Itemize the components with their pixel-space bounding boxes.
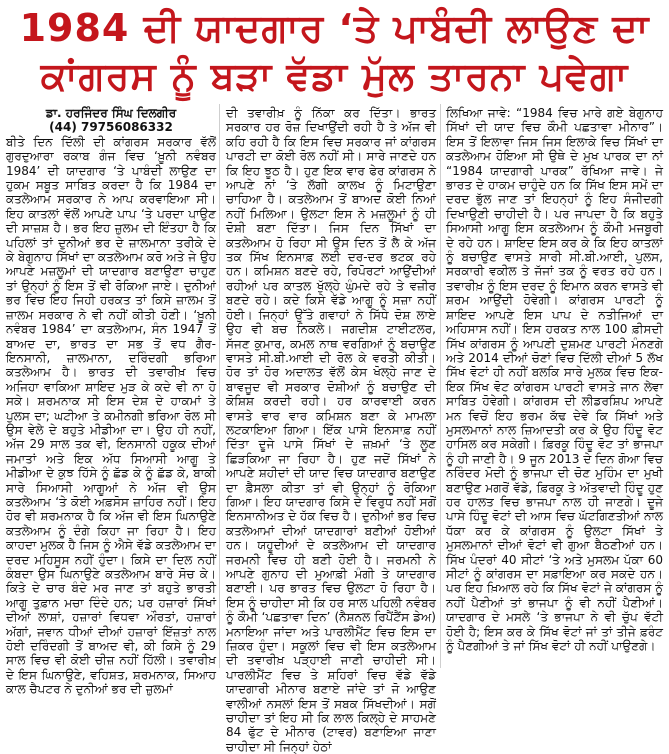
column-divider	[440, 104, 441, 668]
column-1-text: ਬੀਤੇ ਦਿਨ ਦਿੱਲੀ ਦੀ ਕਾਂਗਰਸ ਸਰਕਾਰ ਵੱਲੋਂ ਗੁਰਦੁਆਰਾ ਰਕਾਬ ਗੰਜ ਵਿਚ ‘ਖ਼ੂਨੀ ਨਵੰਬਰ 1984’ ਦੀ ਯਾਦਗਾਰ ‘ਤੇ ਪਾਬੰਦੀ ਲਾਉਣ ਦਾ ਹੁਕਮ ਸਬੂਤ ਸਾਬਿਤ ਕਰਦਾ ਹੈ ਕਿ 1984 ਦਾ ਕਤਲੇਆਮ ਸਰਕਾਰ ਨੇ ਆਪ ਕਰਵਾਇਆ ਸੀ। ਇਹ ਕਾਤਲਾਂ ਵੱਲੋਂ ਆਪਣੇ ਪਾਪ ‘ਤੇ ਪਰਦਾ ਪਾਉਣ ਦੀ ਸਾਜ਼ਸ਼ ਹੈ। ਭਰ ਇਹ ਜ਼ੁਲਮ ਦੀ ਇੰਤਹਾ ਹੈ ਕਿ ਪਹਿਲਾਂ ਤਾਂ ਦੁਨੀਆਂ ਭਰ ਦੇ ਜ਼ਾਲਮਾਨਾ ਤਰੀਕੇ ਦੇ ਕੇ ਬੇਗੁਨਾਹ ਸਿੱਖਾਂ ਦਾ ਕਤਲੇਆਮ ਕਰੋ ਅਤੇ ਜੇ ਉਹ ਆਪਣੇ ਮਜ਼ਲੂਮਾਂ ਦੀ ਯਾਦਗਾਰ ਬਣਾਉਣਾ ਚਾਹੁਣ ਤਾਂ ਉਨ੍ਹਾਂ ਨੂੰ ਇਸ ਤੋਂ ਵੀ ਰੋਕਿਆ ਜਾਏ। ਦੁਨੀਆਂ ਭਰ ਵਿਚ ਇਹ ਜਿਹੀ ਹਰਕਤ ਤਾਂ ਕਿਸੇ ਜ਼ਾਲਮ ਤੋਂ ਜ਼ਾਲਮ ਸਰਕਾਰ ਨੇ ਵੀ ਨਹੀਂ ਕੀਤੀ ਹੋਣੀ। ‘ਖ਼ੂਨੀ ਨਵੰਬਰ 1984’ ਦਾ ਕਤਲੇਆਮ, ਸੰਨ 1947 ਤੋਂ ਬਾਅਦ ਦਾ, ਭਾਰਤ ਦਾ ਸਭ ਤੋਂ ਵਧ ਗੈਰ-ਇਨਸਾਨੀ, ਜ਼ਾਲਮਾਨਾ, ਦਰਿੰਦਗੀ ਭਰਿਆ ਕਤਲੇਆਮ ਹੈ। ਭਾਰਤ ਦੀ ਤਵਾਰੀਖ਼ ਵਿਚ ਅਜਿਹਾ ਵਾਕਿਆ ਸ਼ਾਇਦ ਮੁੜ ਕੇ ਕਦੇ ਵੀ ਨਾ ਹੋ ਸਕੇ। ਸ਼ਰਮਨਾਕ ਸੀ ਇਸ ਦੇਸ਼ ਦੇ ਹਾਕਮਾਂ ਤੇ ਪੁਲਸ ਦਾ; ਘਟੀਆ ਤੇ ਕਮੀਨਗੀ ਭਰਿਆ ਰੋਲ ਸੀ ਉਸ ਵੇਲੇ ਦੇ ਬਹੁਤੇ ਮੀਡੀਆ ਦਾ। ਉਹ ਹੀ ਨਹੀਂ, ਅੱਜ 29 ਸਾਲ ਤਕ ਵੀ, ਇਨਸਾਨੀ ਹਕੂਕ ਦੀਆਂ ਜਮਾਤਾਂ ਅਤੇ ਇਕ ਅੱਧ ਸਿਆਸੀ ਆਗੂ ਤੇ ਮੀਡੀਆ ਦੇ ਕੁਝ ਹਿੱਸੇ ਨੂੰ ਛੱਡ ਕੇ ਨੂੰ ਛੱਡ ਕੇ, ਬਾਕੀ ਸਾਰੇ ਸਿਆਸੀ ਆਗੂਆਂ ਨੇ ਅੱਜ ਵੀ ਉਸ ਕਤਲੇਆਮ ‘ਤੇ ਕੋਈ ਅਫ਼ਸੋਸ ਜ਼ਾਹਿਰ ਨਹੀਂ। ਇਹ ਹੋਰ ਵੀ ਸ਼ਰਮਨਾਕ ਹੈ ਕਿ ਅੱਜ ਵੀ ਇਸ ਘਿਨਾਉਣੇ ਕਤਲੇਆਮ ਨੂੰ ਦੰਗੇ ਕਿਹਾ ਜਾ ਰਿਹਾ ਹੈ। ਇਹ ਕਾਹਦਾ ਮੁਲਕ ਹੈ ਜਿਸ ਨੂੰ ਐਸੇ ਵੱਡੇ ਕਤਲੇਆਮ ਦਾ ਦਰਦ ਮਹਿਸੂਸ ਨਹੀਂ ਹੁੰਦਾ। ਕਿਸੇ ਦਾ ਦਿਲ ਨਹੀਂ ਕੰਬਦਾ ਉਸ ਘਿਨਾਉਣੇ ਕਤਲੇਆਮ ਬਾਰੇ ਸੋਚ ਕੇ। ਕਿਤੇ ਦੇ ਚਾਰ ਬੰਦੇ ਮਰ ਜਾਣ ਤਾਂ ਬਹੁਤੇ ਭਾਰਤੀ ਆਗੂ ਤੁਫ਼ਾਨ ਮਚਾ ਦਿੰਦੇ ਹਨ; ਪਰ ਹਜ਼ਾਰਾਂ ਸਿੱਖਾਂ ਦੀਆਂ ਲਾਸ਼ਾਂ, ਹਜ਼ਾਰਾਂ ਵਿਧਵਾ ਔਰਤਾਂ, ਹਜ਼ਾਰਾਂ ਅੱਗਾਂ, ਜਵਾਨ ਧੀਆਂ ਦੀਆਂ ਹਜ਼ਾਰਾਂ ਇੱਜ਼ਤਾਂ ਨਾਲ ਹੋਈ ਦਰਿੰਦਗੀ ਤੋਂ ਬਾਅਦ ਵੀ, ਕੀ ਕਿਸੇ ਨੂੰ 29 ਸਾਲ ਵਿਚ ਵੀ ਕੋਈ ਚੀਜ਼ ਨਹੀਂ ਹਿੱਲੀ। ਤਵਾਰੀਖ਼ ਦੇ ਇਸ ਘਿਨਾਉਣੇ, ਵਹਿਸ਼ਤ, ਸ਼ਰਮਨਾਕ, ਸਿਆਹ ਕਾਲ ਚੈਪਟਰ ਨੇ ਦੁਨੀਆਂ ਭਰ ਦੀ ਜ਼ੁਲਮਾਂ	[6, 134, 216, 697]
author-name: ਡਾ. ਹਰਜਿੰਦਰ ਸਿੰਘ ਦਿਲਗੀਰ	[45, 106, 177, 120]
article-column-1	[6, 106, 216, 697]
column-2-text: ਦੀ ਤਵਾਰੀਖ਼ ਨੂੰ ਨਿੱਕਾ ਕਰ ਦਿੱਤਾ। ਭਾਰਤ ਸਰਕਾਰ ਹਰ ਰੋਜ਼ ਦਿਖਾਉਂਦੀ ਰਹੀ ਹੈ ਤੇ ਅੱਜ ਵੀ ਕਹਿ ਰਹੀ ਹੈ ਕਿ ਇਸ ਵਿਚ ਸਰਕਾਰ ਜਾਂ ਕਾਂਗਰਸ ਪਾਰਟੀ ਦਾ ਕੋਈ ਰੋਲ ਨਹੀਂ ਸੀ। ਸਾਰੇ ਜਾਣਦੇ ਹਨ ਕਿ ਇਹ ਝੂਠ ਹੈ। ਹੁਣ ਇਕ ਵਾਰ ਫੇਰ ਕਾਂਗਰਸ ਨੇ ਆਪਣੇ ਨਾਂ ‘ਤੇ ਲੱਗੀ ਕਾਲਖ ਨੂੰ ਮਿਟਾਉਣਾ ਚਾਹਿਆ ਹੈ। ਕਤਲੇਆਮ ਤੋਂ ਬਾਅਦ ਕੋਈ ਨਿਆਂ ਨਹੀਂ ਮਿਲਿਆ। ਉਲਟਾ ਇਸ ਨੇ ਮਜ਼ਲੂਮਾਂ ਨੂੰ ਹੀ ਦੋਸ਼ੀ ਬਣਾ ਦਿੱਤਾ। ਜਿਸ ਦਿਨ ਸਿੱਖਾਂ ਦਾ ਕਤਲੇਆਮ ਹੋ ਰਿਹਾ ਸੀ ਉਸ ਦਿਨ ਤੋਂ ਲੈ ਕੇ ਅੱਜ ਤਕ ਸਿੱਖ ਇਨਸਾਫ਼ ਲਈ ਦਰ-ਦਰ ਭਟਕ ਰਹੇ ਹਨ। ਕਮਿਸ਼ਨ ਬਣਦੇ ਰਹੇ, ਰਿਪੋਰਟਾਂ ਆਉਂਦੀਆਂ ਰਹੀਆਂ ਪਰ ਕਾਤਲ ਖੁੱਲ੍ਹੇ ਘੁੰਮਦੇ ਰਹੇ ਤੇ ਵਜ਼ੀਰ ਬਣਦੇ ਰਹੇ। ਕਦੇ ਕਿਸੇ ਵੱਡੇ ਆਗੂ ਨੂੰ ਸਜ਼ਾ ਨਹੀਂ ਹੋਈ। ਜਿਨ੍ਹਾਂ ਉੱਤੇ ਗਵਾਹਾਂ ਨੇ ਸਿੱਧੇ ਦੋਸ਼ ਲਾਏ ਉਹ ਵੀ ਬਚ ਨਿਕਲੇ। ਜਗਦੀਸ਼ ਟਾਈਟਲਰ, ਸੱਜਣ ਕੁਮਾਰ, ਕਮਲ ਨਾਥ ਵਰਗਿਆਂ ਨੂੰ ਬਚਾਉਣ ਵਾਸਤੇ ਸੀ.ਬੀ.ਆਈ ਦੀ ਰੋਲ ਕੇ ਵਰਤੀ ਕੀਤੀ। ਹੋਰ ਤਾਂ ਹੋਰ ਅਦਾਲਤ ਵੱਲੋਂ ਕੇਸ ਖੋਲ੍ਹੇ ਜਾਣ ਦੇ ਬਾਵਜੂਦ ਵੀ ਸਰਕਾਰ ਦੋਸ਼ੀਆਂ ਨੂੰ ਬਚਾਉਣ ਦੀ ਕੋਸ਼ਿਸ਼ ਕਰਦੀ ਰਹੀ। ਹਰ ਕਾਰਵਾਈ ਕਰਨ ਵਾਸਤੇ ਵਾਰ ਵਾਰ ਕਮਿਸ਼ਨ ਬਣਾ ਕੇ ਮਾਮਲਾ ਲਟਕਾਇਆ ਗਿਆ। ਇੱਕ ਪਾਸੇ ਇਨਸਾਫ਼ ਨਹੀਂ ਦਿੱਤਾ ਦੂਜੇ ਪਾਸੇ ਸਿੱਖਾਂ ਦੇ ਜ਼ਖ਼ਮਾਂ ‘ਤੇ ਲੂਣ ਛਿੜਕਿਆ ਜਾ ਰਿਹਾ ਹੈ। ਹੁਣ ਜਦੋਂ ਸਿੱਖਾਂ ਨੇ ਆਪਣੇ ਸ਼ਹੀਦਾਂ ਦੀ ਯਾਦ ਵਿਚ ਯਾਦਗਾਰ ਬਣਾਉਣ ਦਾ ਫ਼ੈਸਲਾ ਕੀਤਾ ਤਾਂ ਵੀ ਉਨ੍ਹਾਂ ਨੂੰ ਰੋਕਿਆ ਗਿਆ। ਇਹ ਯਾਦਗਾਰ ਕਿਸੇ ਦੇ ਵਿਰੁਧ ਨਹੀਂ ਸਗੋਂ ਇਨਸਾਨੀਅਤ ਦੇ ਹੱਕ ਵਿਚ ਹੈ। ਦੁਨੀਆਂ ਭਰ ਵਿਚ ਕਤਲੇਆਮਾਂ ਦੀਆਂ ਯਾਦਗਾਰਾਂ ਬਣੀਆਂ ਹੋਈਆਂ ਹਨ। ਯਹੂਦੀਆਂ ਦੇ ਕਤਲੇਆਮ ਦੀ ਯਾਦਗਾਰ ਜਰਮਨੀ ਵਿਚ ਹੀ ਬਣੀ ਹੋਈ ਹੈ। ਜਰਮਨੀ ਨੇ ਆਪਣੇ ਗੁਨਾਹ ਦੀ ਮੁਆਫ਼ੀ ਮੰਗੀ ਤੇ ਯਾਦਗਾਰ ਬਣਾਈ। ਪਰ ਭਾਰਤ ਵਿਚ ਉਲਟਾ ਹੋ ਰਿਹਾ ਹੈ। ਇਸ ਨੂੰ ਚਾਹੀਦਾ ਸੀ ਕਿ ਹਰ ਸਾਲ ਪਹਿਲੀ ਨਵੰਬਰ ਨੂੰ ਕੌਮੀ ‘ਪਛਤਾਵਾ ਦਿਨ’ (ਨੈਸ਼ਨਲ ਰਿਪੈਂਟੈਂਸ ਡੇਅ) ਮਨਾਇਆ ਜਾਂਦਾ ਅਤੇ ਪਾਰਲੀਮੈਂਟ ਵਿਚ ਇਸ ਦਾ ਜ਼ਿਕਰ ਹੁੰਦਾ। ਸਕੂਲਾਂ ਵਿਚ ਵੀ ਇਸ ਕਤਲੇਆਮ ਦੀ ਤਵਾਰੀਖ਼ ਪੜ੍ਹਾਈ ਜਾਣੀ ਚਾਹੀਦੀ ਸੀ। ਪਾਰਲੀਮੈਂਟ ਵਿਚ ਤੇ ਸ਼ਹਿਰਾਂ ਵਿਚ ਵੱਡੇ ਵੱਡੇ ਯਾਦਗਾਰੀ ਮੀਨਾਰ ਬਣਾਏ ਜਾਂਦੇ ਤਾਂ ਜੋ ਆਉਣ ਵਾਲੀਆਂ ਨਸਲਾਂ ਇਸ ਤੋਂ ਸਬਕ ਸਿੱਖਦੀਆਂ। ਸਗੋਂ ਚਾਹੀਦਾ ਤਾਂ ਇਹ ਸੀ ਕਿ ਲਾਲ ਕਿਲ੍ਹੇ ਦੇ ਸਾਹਮਣੇ 84 ਫੁੱਟ ਦੇ ਮੀਨਾਰ (ਟਾਵਰ) ਬਣਾਇਆ ਜਾਣਾ ਚਾਹੀਦਾ ਸੀ ਜਿਨ੍ਹਾਂ ਹੇਠਾਂ	[226, 106, 436, 754]
headline-line-1: 1984 ਦੀ ਯਾਦਗਾਰ ‘ਤੇ ਪਾਬੰਦੀ ਲਾਉਣ ਦਾ	[19, 6, 650, 50]
headline-line-2: ਕਾਂਗਰਸ ਨੂੰ ਬੜਾ ਵੱਡਾ ਮੁੱਲ ਤਾਰਨਾ ਪਵੇਗਾ	[40, 54, 629, 98]
article-column-2	[226, 106, 436, 754]
column-divider	[219, 104, 220, 668]
column-3-text: ਲਿਖਿਆ ਜਾਵੇ: “1984 ਵਿਚ ਮਾਰੇ ਗਏ ਬੇਗੁਨਾਹ ਸਿੱਖਾਂ ਦੀ ਯਾਦ ਵਿਚ ਕੌਮੀ ਪਛਤਾਵਾ ਮੀਨਾਰ”। ਇਸ ਤੋਂ ਇਲਾਵਾ ਜਿਸ ਜਿਸ ਇਲਾਕੇ ਵਿਚ ਸਿੱਖਾਂ ਦਾ ਕਤਲੇਆਮ ਹੋਇਆ ਸੀ ਉਥੇ ਦੇ ਮੁਖ ਪਾਰਕ ਦਾ ਨਾਂ “1984 ਯਾਦਗਾਰੀ ਪਾਰਕ” ਰੱਖਿਆ ਜਾਵੇ। ਜੇ ਭਾਰਤ ਦੇ ਹਾਕਮ ਚਾਹੁੰਦੇ ਹਨ ਕਿ ਸਿੱਖ ਇਸ ਸਮੇਂ ਦਾ ਦਰਦ ਭੁੱਲ ਜਾਣ ਤਾਂ ਇਹਨ੍ਹਾਂ ਨੂੰ ਇਹ ਸੰਜੀਦਗੀ ਦਿਖਾਉਣੀ ਚਾਹੀਦੀ ਹੈ। ਪਰ ਜਾਪਦਾ ਹੈ ਕਿ ਬਹੁਤੇ ਸਿਆਸੀ ਆਗੂ ਇਸ ਕਤਲੇਆਮ ਨੂੰ ਕੌਮੀ ਮਜਬੂਰੀ ਦੇ ਰਹੇ ਹਨ। ਸ਼ਾਇਦ ਇਸ ਕਰ ਕੇ ਕਿ ਇਹ ਕਾਤਲਾਂ ਨੂੰ ਬਚਾਉਣ ਵਾਸਤੇ ਸਾਰੀ ਸੀ.ਬੀ.ਆਈ, ਪੁਲਸ, ਸਰਕਾਰੀ ਵਕੀਲ ਤੇ ਜੱਜਾਂ ਤਕ ਨੂੰ ਵਰਤ ਰਹੇ ਹਨ। ਤਵਾਰੀਖ਼ ਨੂੰ ਇਸ ਦਰਦ ਨੂੰ ਇਮਾਨ ਕਰਨ ਵਾਸਤੇ ਵੀ ਸ਼ਰਮ ਆਉਂਦੀ ਹੋਵੇਗੀ। ਕਾਂਗਰਸ ਪਾਰਟੀ ਨੂੰ ਸ਼ਾਇਦ ਆਪਣੇ ਇਸ ਪਾਪ ਦੇ ਨਤੀਜਿਆਂ ਦਾ ਅਹਿਸਾਸ ਨਹੀਂ। ਇਸ ਹਰਕਤ ਨਾਲ 100 ਫ਼ੀਸਦੀ ਸਿੱਖ ਕਾਂਗਰਸ ਨੂੰ ਆਪਣੀ ਦੁਸ਼ਮਣ ਪਾਰਟੀ ਮੰਨਣਗੇ ਅਤੇ 2014 ਦੀਆਂ ਚੋਣਾਂ ਵਿਚ ਦਿੱਲੀ ਦੀਆਂ 5 ਲੱਖ ਸਿੱਖ ਵੋਟਾਂ ਹੀ ਨਹੀਂ ਬਲਕਿ ਸਾਰੇ ਮੁਲਕ ਵਿਚ ਇਕ-ਇਕ ਸਿੱਖ ਵੋਟ ਕਾਂਗਰਸ ਪਾਰਟੀ ਵਾਸਤੇ ਜਾਨ ਲੇਵਾ ਸਾਬਿਤ ਹੋਵੇਗੀ। ਕਾਂਗਰਸ ਦੀ ਲੀਡਰਸ਼ਿਪ ਆਪਣੇ ਮਨ ਵਿਚੋਂ ਇਹ ਭਰਮ ਕੱਢ ਦੇਵੇ ਕਿ ਸਿੱਖਾਂ ਅਤੇ ਮੁਸਲਮਾਨਾਂ ਨਾਲ ਜ਼ਿਆਦਤੀ ਕਰ ਕੇ ਉਹ ਹਿੰਦੂ ਵੋਟ ਹਾਸਿਲ ਕਰ ਸਕੇਗੀ। ਫ਼ਿਰਕੂ ਹਿੰਦੂ ਵੋਟ ਤਾਂ ਭਾਜਪਾ ਨੂੰ ਹੀ ਜਾਣੀ ਹੈ। 9 ਜੂਨ 2013 ਦੇ ਦਿਨ ਗੋਆ ਵਿਚ ਨਰਿੰਦਰ ਮੋਦੀ ਨੂੰ ਭਾਜਪਾ ਦੀ ਚੋਣ ਮੁਹਿੰਮ ਦਾ ਮੁਖੀ ਬਣਾਉਣ ਮਗਰੋਂ ਵੱਡੇ, ਫ਼ਿਰਕੂ ਤੇ ਅੱਤਵਾਦੀ ਹਿੰਦੂ ਹੁਣ ਹਰ ਹਾਲਤ ਵਿਚ ਭਾਜਪਾ ਨਾਲ ਹੀ ਜਾਣਗੇ। ਦੂਜੇ ਪਾਸੇ ਹਿੰਦੂ ਵੋਟਾਂ ਦੀ ਆਸ ਵਿਚ ਘੱਟਗਿਣਤੀਆਂ ਨਾਲ ਧੱਕਾ ਕਰ ਕੇ ਕਾਂਗਰਸ ਨੂੰ ਉਲਟਾ ਸਿੱਖਾਂ ਤੇ ਮੁਸਲਮਾਨਾਂ ਦੀਆਂ ਵੋਟਾਂ ਵੀ ਗੁਆ ਬੈਠਣੀਆਂ ਹਨ। ਸਿੱਖ ਪੰਦਰਾਂ 40 ਸੀਟਾਂ ‘ਤੇ ਅਤੇ ਮੁਸਲਮ ਪੱਕਾ 60 ਸੀਟਾਂ ਨੂੰ ਕਾਂਗਰਸ ਦਾ ਸਫ਼ਾਇਆ ਕਰ ਸਕਦੇ ਹਨ। ਪਰ ਇਹ ਖ਼ਿਆਲ ਰਹੇ ਕਿ ਸਿੱਖ ਵੋਟਾਂ ਜੇ ਕਾਂਗਰਸ ਨੂੰ ਨਹੀਂ ਪੈਣੀਆਂ ਤਾਂ ਭਾਜਪਾ ਨੂੰ ਵੀ ਨਹੀਂ ਪੈਣੀਆਂ। ਯਾਦਗਾਰ ਦੇ ਮਸਲੇ ‘ਤੇ ਭਾਜਪਾ ਨੇ ਵੀ ਚੁੱਪ ਵੱਟੀ ਹੋਈ ਹੈ; ਇਸ ਕਰ ਕੇ ਸਿੱਖ ਵੋਟਾਂ ਜਾਂ ਤਾਂ ਤੀਜੇ ਫ਼ਰੰਟ ਨੂੰ ਪੈਣਗੀਆਂ ਤੇ ਜਾਂ ਸਿੱਖ ਵੋਟਾਂ ਹੀ ਨਹੀਂ ਪਾਉਣਗੇ।	[446, 106, 663, 654]
article-column-3	[446, 106, 663, 668]
author-phone: (44) 79756086332	[49, 120, 173, 135]
